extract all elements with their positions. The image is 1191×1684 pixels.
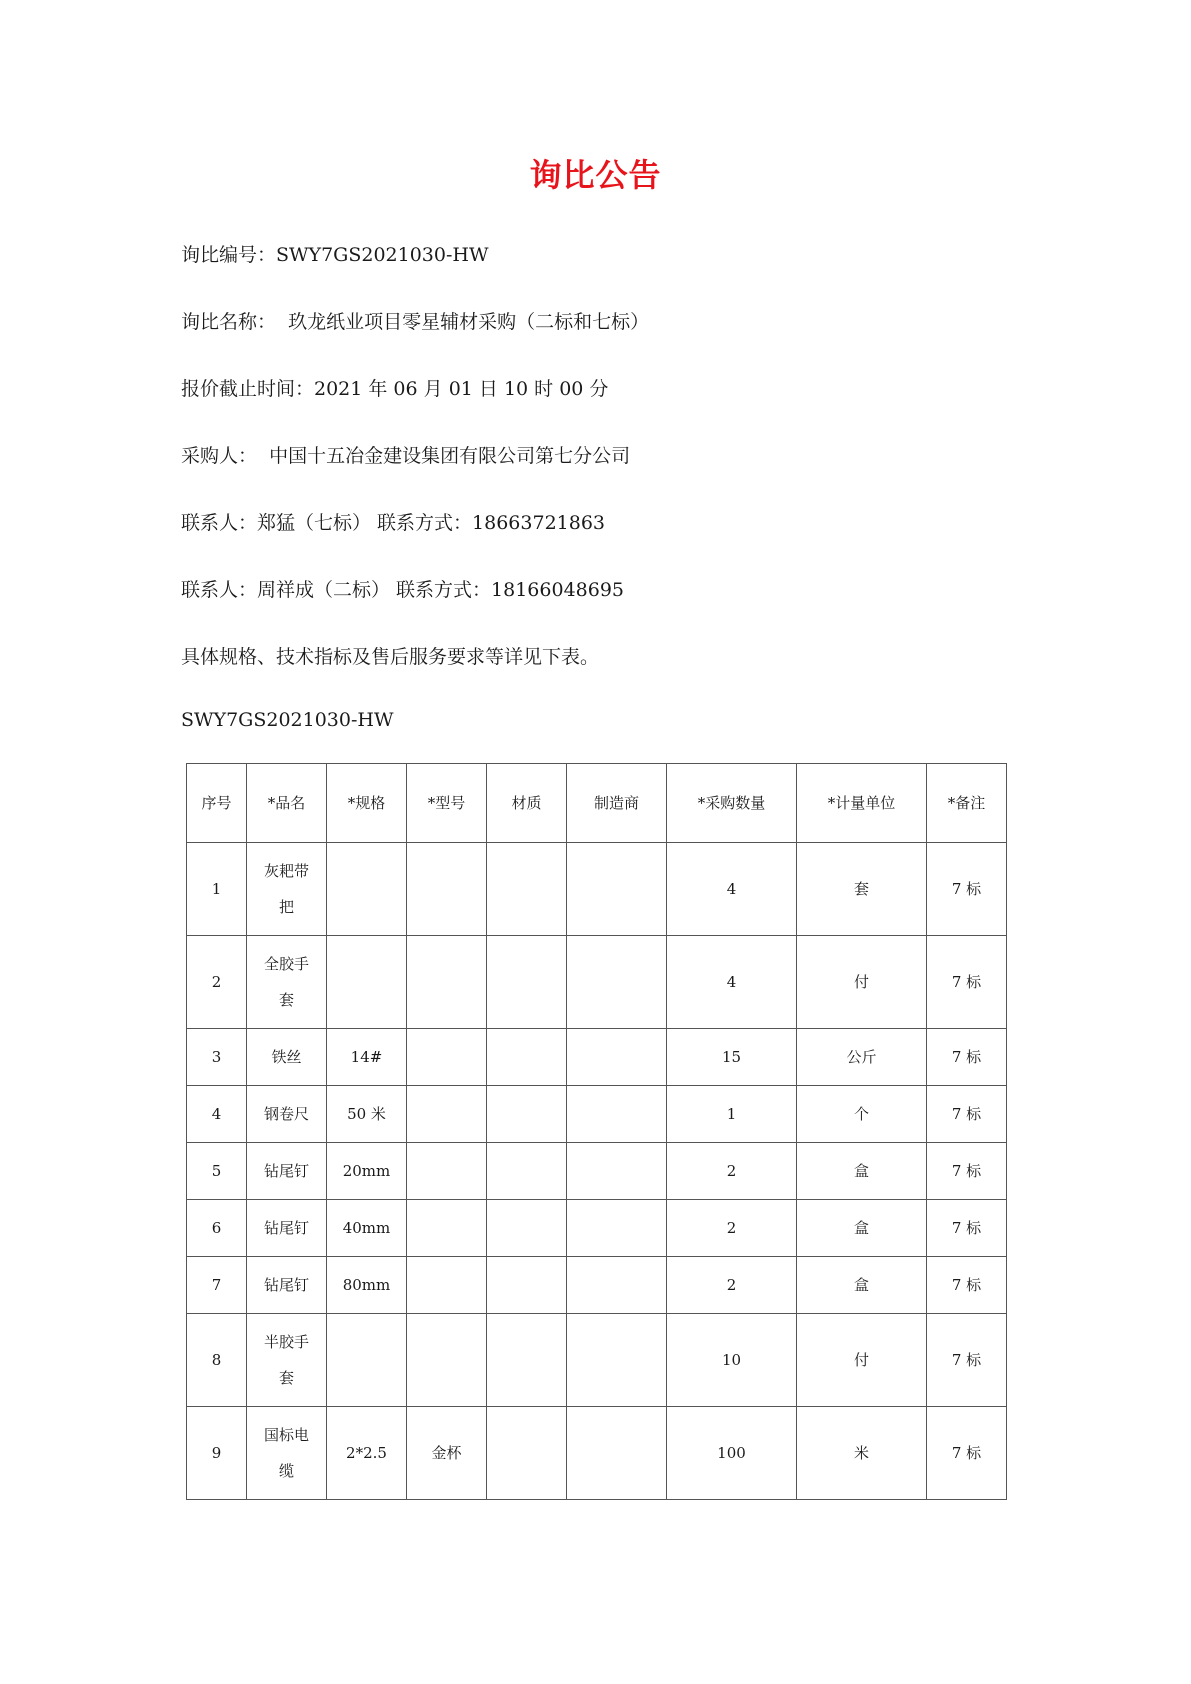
header-unit: *计量单位 (797, 764, 927, 843)
cell-spec (327, 1314, 407, 1407)
cell-spec: 40mm (327, 1200, 407, 1257)
cell-seq: 3 (187, 1029, 247, 1086)
cell-unit: 个 (797, 1086, 927, 1143)
cell-spec: 2*2.5 (327, 1407, 407, 1500)
header-remark: *备注 (927, 764, 1007, 843)
cell-seq: 2 (187, 936, 247, 1029)
table-row (187, 1143, 1007, 1200)
table-row (187, 1029, 1007, 1086)
header-manufacturer: 制造商 (567, 764, 667, 843)
cell-manufacturer (567, 843, 667, 936)
cell-quantity: 10 (667, 1314, 797, 1407)
cell-manufacturer (567, 936, 667, 1029)
cell-model: 金杯 (407, 1407, 487, 1500)
cell-item-name: 国标电缆 (247, 1407, 327, 1500)
cell-seq: 5 (187, 1143, 247, 1200)
table-row (187, 1257, 1007, 1314)
cell-quantity: 2 (667, 1257, 797, 1314)
cell-seq: 6 (187, 1200, 247, 1257)
cell-model (407, 1314, 487, 1407)
cell-material (487, 1143, 567, 1200)
cell-spec: 20mm (327, 1143, 407, 1200)
cell-item-name: 钻尾钉 (247, 1257, 327, 1314)
cell-unit: 盒 (797, 1200, 927, 1257)
table-row (187, 843, 1007, 936)
cell-material (487, 1407, 567, 1500)
cell-material (487, 843, 567, 936)
cell-unit: 套 (797, 843, 927, 936)
cell-quantity: 1 (667, 1086, 797, 1143)
cell-seq: 8 (187, 1314, 247, 1407)
cell-item-name: 钻尾钉 (247, 1200, 327, 1257)
purchaser: 采购人： 中国十五冶金建设集团有限公司第七分公司 (181, 445, 631, 467)
cell-remark: 7 标 (927, 1407, 1007, 1500)
cell-manufacturer (567, 1029, 667, 1086)
cell-manufacturer (567, 1407, 667, 1500)
cell-material (487, 1029, 567, 1086)
cell-unit: 米 (797, 1407, 927, 1500)
header-seq: 序号 (187, 764, 247, 843)
cell-material (487, 936, 567, 1029)
cell-unit: 盒 (797, 1143, 927, 1200)
cell-remark: 7 标 (927, 1200, 1007, 1257)
table-row (187, 1314, 1007, 1407)
cell-model (407, 843, 487, 936)
cell-quantity: 2 (667, 1143, 797, 1200)
table-row (187, 936, 1007, 1029)
cell-remark: 7 标 (927, 1086, 1007, 1143)
cell-item-name: 全胶手套 (247, 936, 327, 1029)
quote-deadline: 报价截止时间：2021 年 06 月 01 日 10 时 00 分 (181, 378, 609, 400)
contact-seven: 联系人：郑猛（七标） 联系方式：18663721863 (181, 512, 606, 534)
cell-item-name: 钻尾钉 (247, 1143, 327, 1200)
cell-seq: 7 (187, 1257, 247, 1314)
cell-material (487, 1086, 567, 1143)
items-table (186, 763, 1007, 1500)
header-quantity: *采购数量 (667, 764, 797, 843)
cell-model (407, 1257, 487, 1314)
cell-item-name: 灰耙带把 (247, 843, 327, 936)
cell-unit: 付 (797, 1314, 927, 1407)
cell-spec (327, 936, 407, 1029)
table-row (187, 1086, 1007, 1143)
cell-item-name: 钢卷尺 (247, 1086, 327, 1143)
cell-manufacturer (567, 1200, 667, 1257)
cell-model (407, 1143, 487, 1200)
cell-quantity: 2 (667, 1200, 797, 1257)
cell-quantity: 4 (667, 843, 797, 936)
header-item-name: *品名 (247, 764, 327, 843)
table-row (187, 1407, 1007, 1500)
cell-manufacturer (567, 1143, 667, 1200)
cell-quantity: 15 (667, 1029, 797, 1086)
cell-unit: 公斤 (797, 1029, 927, 1086)
inquiry-name: 询比名称： 玖龙纸业项目零星辅材采购（二标和七标） (181, 311, 650, 333)
cell-seq: 9 (187, 1407, 247, 1500)
cell-remark: 7 标 (927, 936, 1007, 1029)
cell-seq: 1 (187, 843, 247, 936)
table-row (187, 1200, 1007, 1257)
cell-item-name: 半胶手套 (247, 1314, 327, 1407)
cell-spec: 14# (327, 1029, 407, 1086)
spec-note: 具体规格、技术指标及售后服务要求等详见下表。 (181, 646, 600, 668)
page-title: 询比公告 (529, 156, 662, 194)
cell-manufacturer (567, 1257, 667, 1314)
cell-model (407, 1086, 487, 1143)
cell-material (487, 1314, 567, 1407)
cell-spec (327, 843, 407, 936)
cell-remark: 7 标 (927, 1143, 1007, 1200)
cell-remark: 7 标 (927, 1257, 1007, 1314)
table-header-row (187, 764, 1007, 843)
inquiry-number: 询比编号：SWY7GS2021030-HW (181, 244, 489, 266)
cell-model (407, 1200, 487, 1257)
cell-remark: 7 标 (927, 1314, 1007, 1407)
cell-quantity: 100 (667, 1407, 797, 1500)
cell-remark: 7 标 (927, 843, 1007, 936)
cell-spec: 80mm (327, 1257, 407, 1314)
header-spec: *规格 (327, 764, 407, 843)
header-model: *型号 (407, 764, 487, 843)
cell-material (487, 1257, 567, 1314)
cell-spec: 50 米 (327, 1086, 407, 1143)
table-code: SWY7GS2021030-HW (181, 709, 394, 731)
cell-unit: 盒 (797, 1257, 927, 1314)
cell-manufacturer (567, 1314, 667, 1407)
cell-remark: 7 标 (927, 1029, 1007, 1086)
cell-unit: 付 (797, 936, 927, 1029)
cell-model (407, 936, 487, 1029)
cell-item-name: 铁丝 (247, 1029, 327, 1086)
cell-material (487, 1200, 567, 1257)
cell-seq: 4 (187, 1086, 247, 1143)
header-material: 材质 (487, 764, 567, 843)
contact-two: 联系人：周祥成（二标） 联系方式：18166048695 (181, 579, 625, 601)
cell-manufacturer (567, 1086, 667, 1143)
cell-quantity: 4 (667, 936, 797, 1029)
cell-model (407, 1029, 487, 1086)
